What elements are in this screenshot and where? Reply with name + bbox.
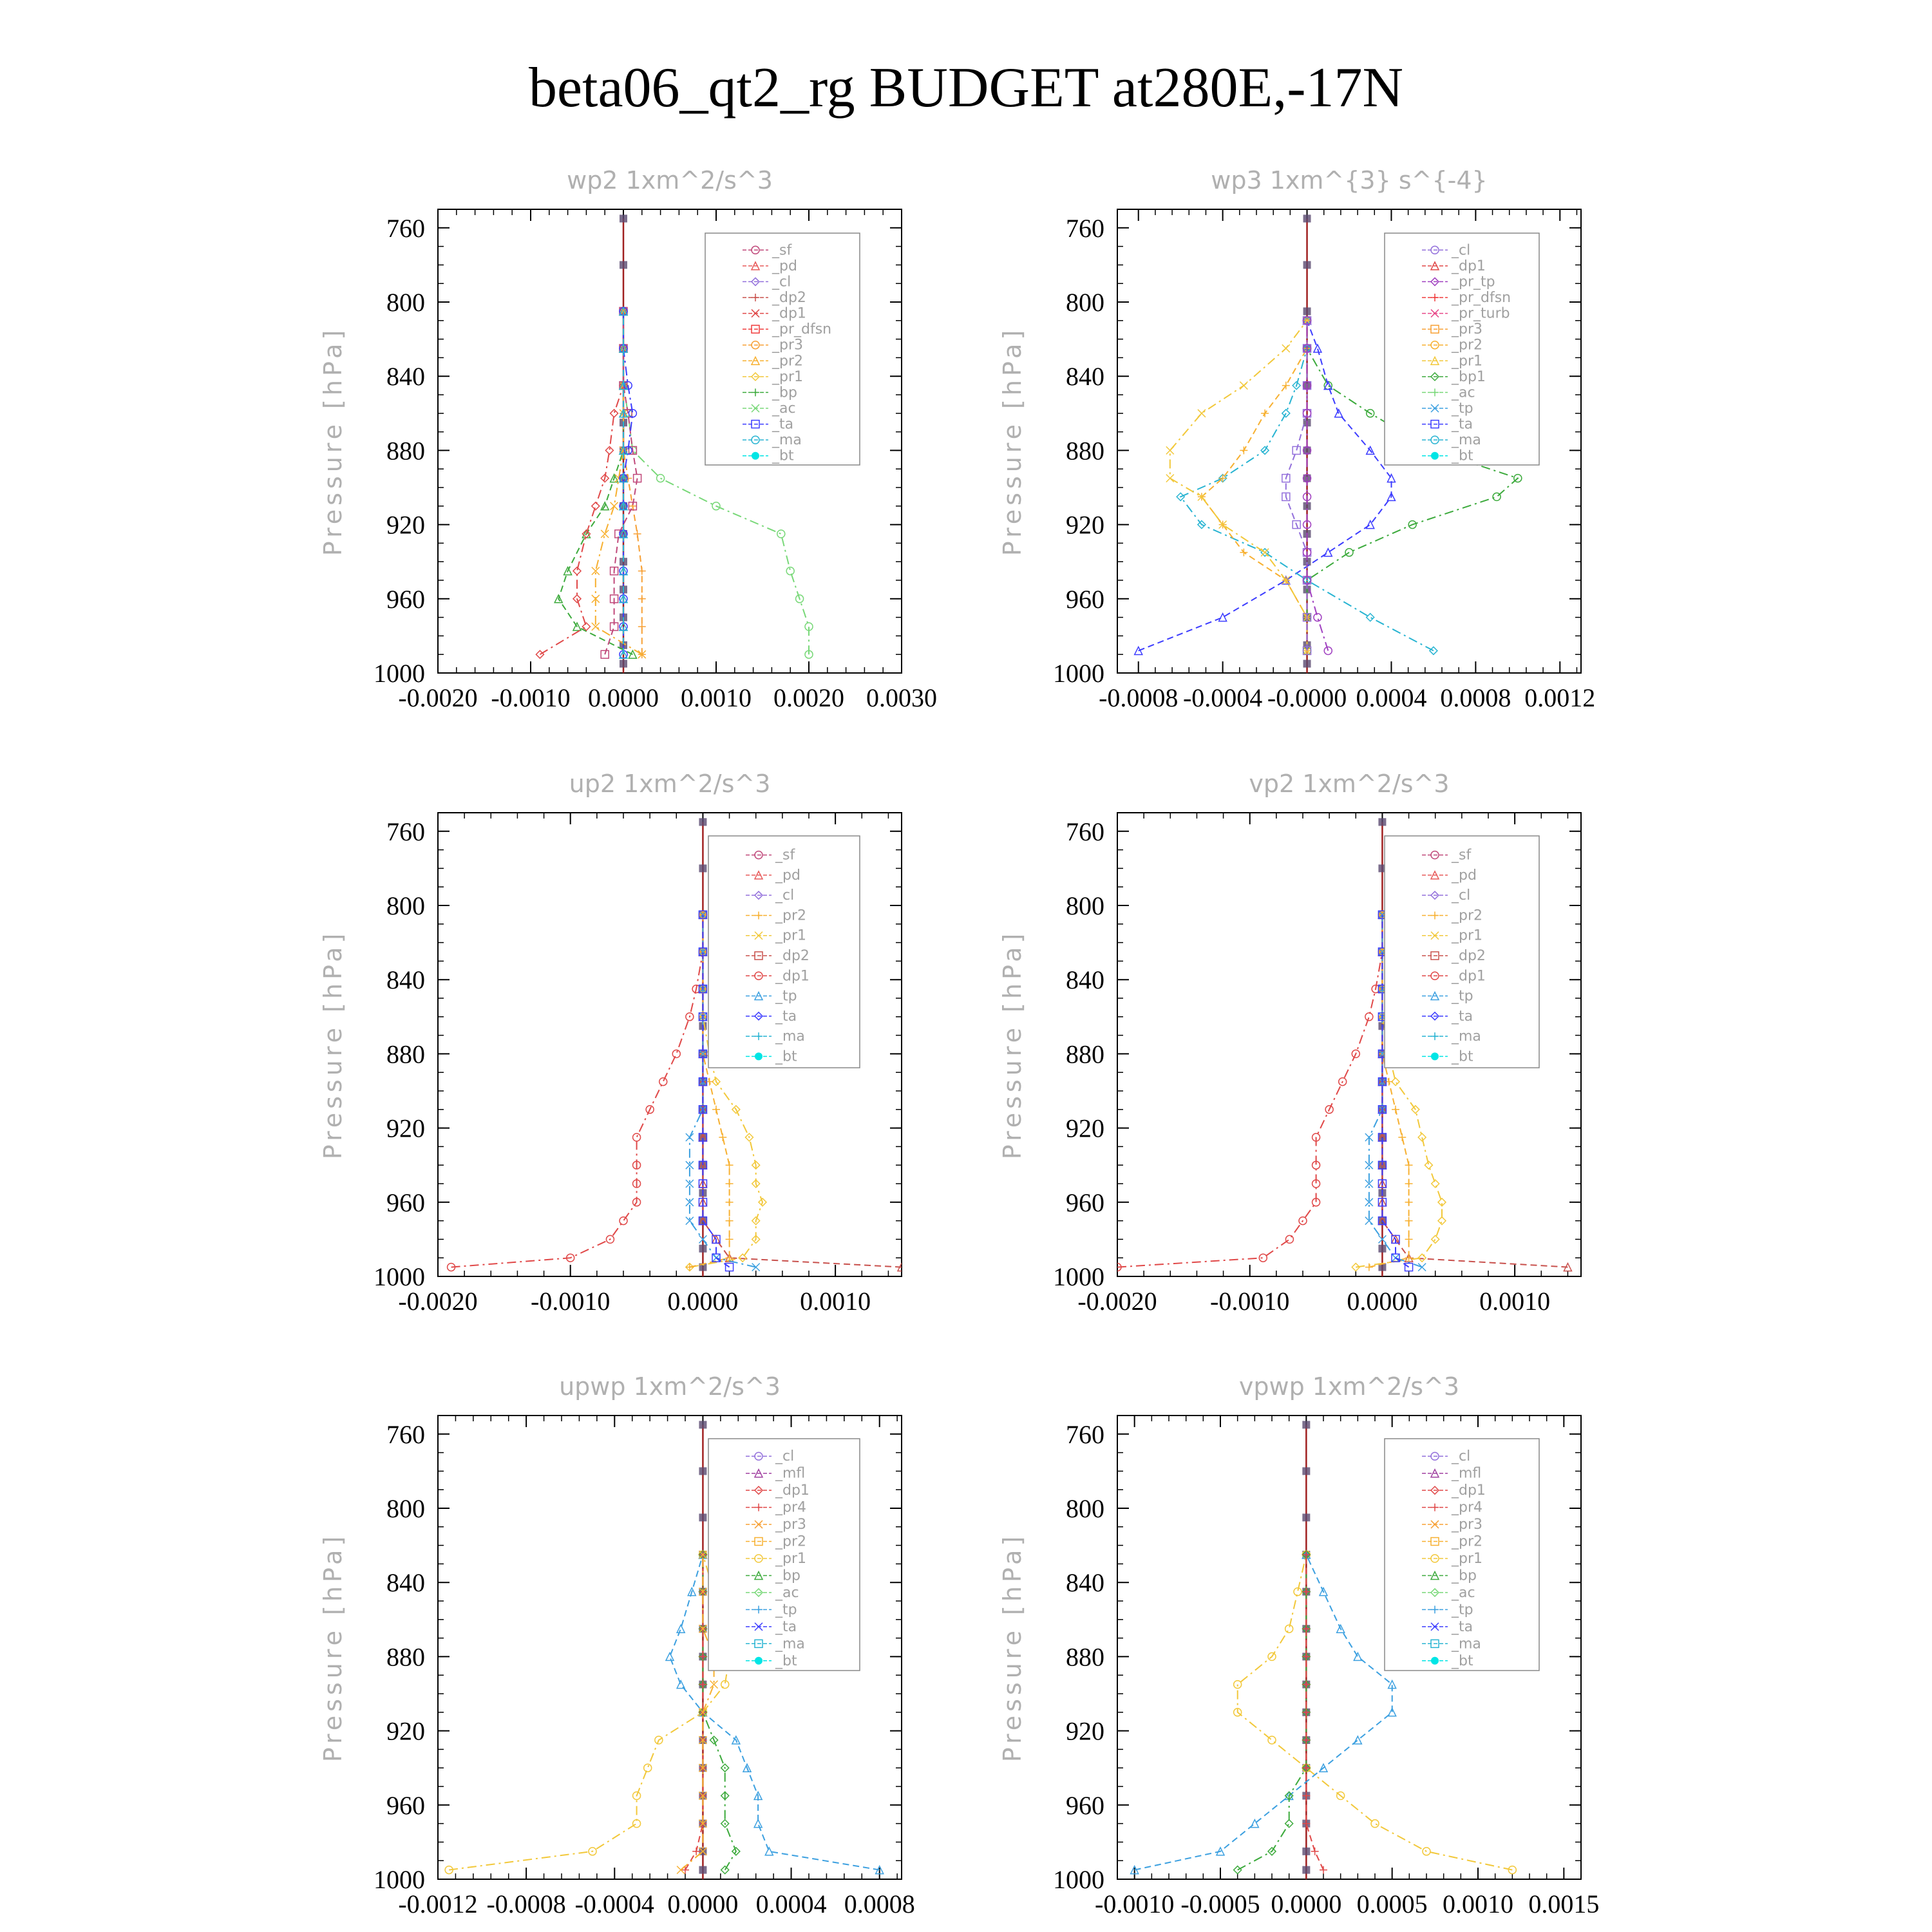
legend-label: _ma [775, 1028, 805, 1045]
data-point [777, 530, 785, 538]
data-point [1311, 1848, 1319, 1855]
data-point [672, 1050, 680, 1057]
data-point [638, 567, 646, 575]
zero-marker [1303, 214, 1311, 222]
y-tick-label: 920 [386, 1113, 425, 1143]
legend-label: _bt [1452, 1048, 1473, 1065]
data-point [1430, 647, 1437, 654]
y-axis-label: Pressure [hPa] [998, 1532, 1027, 1763]
legend-label: _dp1 [775, 1482, 810, 1499]
x-tick-label: 0.0005 [1356, 1889, 1428, 1918]
data-point [633, 1133, 641, 1141]
y-tick-label: 840 [386, 1568, 425, 1598]
legend-label: _pr4 [775, 1499, 807, 1516]
data-point [1405, 1217, 1413, 1225]
x-tick-label: -0.0020 [398, 1287, 478, 1316]
legend-label: _pr_dfsn [772, 321, 832, 338]
x-tick-label: -0.0000 [1267, 683, 1347, 712]
data-point [1166, 446, 1174, 454]
y-tick-label: 1000 [1053, 1262, 1104, 1291]
legend-label: _pd [772, 258, 797, 274]
y-tick-label: 920 [1066, 1716, 1104, 1746]
legend-label: _bt [775, 1048, 797, 1065]
zero-marker [699, 1513, 706, 1521]
data-point [1365, 1264, 1373, 1271]
zero-marker [620, 214, 627, 222]
y-tick-label: 760 [386, 817, 425, 846]
panel-title: upwp 1xm^2/s^3 [559, 1372, 781, 1401]
legend-label: _mfl [775, 1465, 806, 1482]
data-point [1432, 1235, 1439, 1243]
data-point [1367, 614, 1374, 621]
y-tick-label: 800 [386, 1494, 425, 1523]
data-point [659, 1078, 667, 1086]
legend-label: _cl [1452, 1448, 1471, 1465]
panel-title: vpwp 1xm^2/s^3 [1238, 1372, 1460, 1401]
data-point [719, 1133, 726, 1141]
data-point [638, 595, 646, 603]
legend-label: _bt [1452, 448, 1473, 464]
y-tick-label: 840 [386, 965, 425, 995]
legend-label: _pr_dfsn [1452, 290, 1511, 306]
legend-label: _cl [1452, 242, 1471, 259]
legend-label: _pr2 [1452, 337, 1483, 354]
series-line [1117, 914, 1382, 1267]
data-point [1285, 1235, 1293, 1243]
data-point [1324, 382, 1332, 390]
series-line [1307, 321, 1329, 651]
legend-label: _dp1 [1452, 258, 1486, 274]
legend-label: _pr2 [1452, 1533, 1483, 1550]
data-point [726, 1180, 734, 1188]
legend-label: _sf [772, 242, 792, 259]
legend-label: _pr1 [775, 927, 807, 944]
legend-label: _ac [772, 401, 796, 417]
data-point [592, 502, 600, 510]
legend-label: _ac [1452, 1584, 1475, 1601]
x-tick-label: 0.0030 [866, 683, 937, 712]
legend-marker [1431, 1052, 1439, 1060]
data-point [666, 1653, 674, 1660]
zero-marker [1303, 307, 1311, 315]
zero-marker [620, 660, 627, 668]
x-tick-label: -0.0008 [1099, 683, 1179, 712]
legend-label: _pr1 [772, 368, 804, 385]
legend-label: _dp1 [1452, 1482, 1486, 1499]
chart-panel [998, 1372, 1599, 1918]
x-tick-label: -0.0004 [574, 1889, 654, 1918]
legend-label: _tp [1452, 401, 1473, 417]
data-point [1405, 1235, 1413, 1243]
legend-label: _ta [1452, 416, 1473, 433]
zero-marker [620, 261, 627, 269]
legend-label: _ac [775, 1584, 799, 1601]
x-tick-label: 0.0000 [588, 683, 659, 712]
data-point [620, 1217, 627, 1225]
x-tick-label: -0.0010 [491, 683, 571, 712]
data-point [1293, 446, 1300, 454]
data-point [611, 410, 618, 417]
y-tick-label: 760 [1066, 213, 1104, 243]
zero-marker [1302, 1467, 1310, 1475]
x-tick-label: -0.0012 [398, 1889, 478, 1918]
legend-label: _pr2 [775, 907, 807, 924]
y-tick-label: 920 [386, 510, 425, 540]
x-tick-label: 0.0000 [1347, 1287, 1418, 1316]
legend-label: _sf [775, 847, 795, 864]
legend-label: _tp [775, 988, 797, 1005]
legend-label: _cl [775, 1448, 795, 1465]
legend-label: _ta [775, 1618, 797, 1635]
y-tick-label: 920 [1066, 510, 1104, 540]
y-tick-label: 880 [1066, 1039, 1104, 1069]
legend-label: _dp1 [772, 305, 806, 322]
legend-label: _pr2 [775, 1533, 807, 1550]
x-tick-label: 0.0004 [1356, 683, 1427, 712]
y-tick-label: 800 [386, 288, 425, 317]
data-point [726, 1198, 734, 1206]
legend-label: _dp1 [775, 968, 810, 985]
data-point [1324, 549, 1332, 556]
y-tick-label: 760 [1066, 817, 1104, 846]
data-point [1405, 1198, 1413, 1206]
data-point [726, 1235, 734, 1243]
x-tick-label: 0.0000 [667, 1889, 739, 1918]
x-tick-label: 0.0020 [773, 683, 844, 712]
x-tick-label: 0.0008 [844, 1889, 915, 1918]
data-point [677, 1625, 685, 1633]
legend-label: _pr_tp [1452, 274, 1495, 290]
y-tick-label: 960 [386, 584, 425, 614]
series-line [451, 914, 703, 1267]
data-point [605, 446, 613, 454]
zero-marker [699, 1467, 706, 1475]
legend-label: _tp [1452, 1602, 1473, 1618]
data-point [1425, 1161, 1432, 1169]
x-tick-label: -0.0010 [531, 1287, 611, 1316]
legend-label: _ta [772, 416, 794, 433]
legend-label: _pr3 [1452, 1517, 1483, 1533]
series-line [596, 311, 642, 654]
zero-marker [1303, 660, 1311, 668]
x-tick-label: 0.0000 [1271, 1889, 1342, 1918]
data-point [1320, 1866, 1327, 1874]
x-tick-label: -0.0005 [1180, 1889, 1260, 1918]
data-point [1240, 446, 1247, 454]
y-tick-label: 760 [1066, 1419, 1104, 1449]
legend-label: _pr1 [1452, 353, 1483, 370]
x-tick-label: -0.0020 [1077, 1287, 1157, 1316]
data-point [1324, 647, 1332, 654]
x-tick-label: 0.0010 [800, 1287, 871, 1316]
legend-label: _bp [1452, 1567, 1477, 1584]
x-tick-label: -0.0020 [398, 683, 478, 712]
series-line [1202, 321, 1307, 651]
data-point [786, 567, 794, 575]
legend-label: _pr4 [1452, 1499, 1483, 1516]
y-tick-label: 840 [1066, 1568, 1104, 1598]
legend-label: _dp2 [775, 948, 810, 964]
zero-marker [1302, 1513, 1310, 1521]
panel-title: wp2 1xm^2/s^3 [567, 166, 773, 194]
data-point [1240, 549, 1247, 556]
data-point [726, 1161, 734, 1169]
y-tick-label: 1000 [374, 1262, 425, 1291]
data-point [1234, 1681, 1242, 1689]
legend-label: _cl [772, 274, 791, 290]
data-point [1418, 1264, 1426, 1271]
zero-marker [699, 1421, 706, 1428]
y-tick-label: 840 [386, 362, 425, 392]
x-tick-label: 0.0004 [755, 1889, 827, 1918]
data-point [681, 1866, 689, 1874]
zero-marker [1302, 1421, 1310, 1428]
data-point [1392, 1078, 1399, 1086]
data-point [644, 1764, 652, 1772]
x-tick-label: -0.0010 [1095, 1889, 1175, 1918]
legend-label: _ta [1452, 1618, 1473, 1635]
x-tick-label: -0.0004 [1182, 683, 1263, 712]
x-tick-label: 0.0012 [1524, 683, 1596, 712]
data-point [1398, 1133, 1406, 1141]
chart-panel [319, 770, 905, 1316]
x-tick-label: 0.0008 [1440, 683, 1511, 712]
data-point [1166, 475, 1174, 482]
data-point [726, 1217, 734, 1225]
y-tick-label: 920 [386, 1716, 425, 1746]
y-tick-label: 960 [386, 1790, 425, 1820]
data-point [1314, 614, 1321, 621]
zero-marker [1302, 1866, 1310, 1874]
y-tick-label: 840 [1066, 965, 1104, 995]
y-tick-label: 760 [386, 213, 425, 243]
legend-label: _pr3 [1452, 321, 1483, 338]
legend-label: _tp [1452, 988, 1473, 1005]
legend-label: _cl [1452, 887, 1471, 904]
data-point [1261, 549, 1269, 556]
zero-marker [1378, 818, 1386, 826]
data-point [1365, 1013, 1373, 1021]
legend-label: _pr2 [772, 353, 804, 370]
data-point [1240, 382, 1247, 390]
zero-marker [699, 818, 706, 826]
y-tick-label: 800 [1066, 1494, 1104, 1523]
zero-marker [699, 1245, 706, 1253]
legend-label: _tp [775, 1602, 797, 1618]
legend-label: _ma [1452, 1636, 1481, 1653]
data-point [686, 1264, 694, 1271]
legend-label: _dp2 [1452, 948, 1486, 964]
data-point [1405, 1180, 1413, 1188]
legend-label: _bp [772, 384, 797, 401]
x-tick-label: -0.0008 [486, 1889, 566, 1918]
data-point [1405, 1161, 1413, 1169]
zero-marker [699, 1866, 706, 1874]
panel-title: wp3 1xm^{3} s^{-4} [1211, 166, 1488, 194]
y-tick-label: 880 [1066, 1642, 1104, 1672]
legend-label: _pr_turb [1452, 305, 1510, 322]
data-point [1282, 345, 1290, 352]
y-tick-label: 880 [386, 1039, 425, 1069]
y-tick-label: 960 [1066, 1188, 1104, 1217]
y-tick-label: 1000 [374, 1865, 425, 1894]
y-tick-label: 1000 [374, 659, 425, 688]
panel-title: vp2 1xm^2/s^3 [1249, 770, 1450, 798]
chart-panel [998, 166, 1595, 712]
data-point [601, 530, 609, 538]
x-tick-label: 0.0010 [681, 683, 752, 712]
data-point [1261, 410, 1269, 417]
legend-label: _ma [1452, 432, 1481, 449]
legend-marker [1431, 1657, 1439, 1665]
x-tick-label: 0.0000 [667, 1287, 739, 1316]
zero-marker [1303, 261, 1311, 269]
data-point [1268, 1736, 1276, 1744]
data-point [611, 502, 618, 510]
y-tick-label: 1000 [1053, 1865, 1104, 1894]
legend-label: _bp1 [1452, 368, 1486, 385]
series-line [1139, 321, 1392, 651]
zero-marker [1378, 1245, 1386, 1253]
x-tick-label: 0.0010 [1479, 1287, 1551, 1316]
legend-label: _bt [772, 448, 794, 464]
legend-label: _pr1 [1452, 927, 1483, 944]
y-tick-label: 880 [386, 1642, 425, 1672]
legend-label: _pd [775, 867, 800, 884]
y-axis-label: Pressure [hPa] [319, 929, 347, 1160]
chart-panel [998, 770, 1581, 1316]
panel-title: up2 1xm^2/s^3 [569, 770, 771, 798]
legend-label: _cl [775, 887, 795, 904]
data-point [1259, 1254, 1267, 1262]
data-point [1198, 410, 1206, 417]
y-tick-label: 800 [386, 891, 425, 920]
series-line [1286, 321, 1307, 651]
figure-title: beta06_qt2_rg BUDGET at280E,-17N [528, 57, 1404, 119]
legend-label: _bp [775, 1567, 800, 1584]
y-axis-label: Pressure [hPa] [998, 929, 1027, 1160]
chart-panel [319, 166, 937, 712]
legend-label: _pr2 [1452, 907, 1483, 924]
legend-label: _pr1 [775, 1551, 807, 1567]
y-tick-label: 1000 [1053, 659, 1104, 688]
zero-marker [1302, 1848, 1310, 1855]
y-tick-label: 840 [1066, 362, 1104, 392]
y-tick-label: 960 [386, 1188, 425, 1217]
data-point [1432, 1180, 1439, 1188]
x-tick-label: 0.0010 [1443, 1889, 1513, 1918]
legend-marker [752, 452, 759, 460]
y-axis-label: Pressure [hPa] [319, 326, 347, 556]
legend-marker [1431, 452, 1439, 460]
legend-label: _pr3 [772, 337, 804, 354]
y-tick-label: 960 [1066, 584, 1104, 614]
legend-label: _bt [1452, 1653, 1473, 1669]
y-axis-label: Pressure [hPa] [998, 326, 1027, 556]
y-tick-label: 800 [1066, 288, 1104, 317]
data-point [1234, 1866, 1242, 1874]
legend-label: _pr1 [1452, 1551, 1483, 1567]
data-point [712, 1106, 720, 1113]
x-tick-label: 0.0015 [1528, 1889, 1600, 1918]
legend-marker [755, 1657, 762, 1665]
legend-label: _bt [775, 1653, 797, 1669]
x-tick-label: -0.0010 [1210, 1287, 1290, 1316]
legend-label: _ac [1452, 384, 1475, 401]
legend-label: _ma [775, 1636, 805, 1653]
legend-label: _ta [1452, 1008, 1473, 1025]
data-point [1314, 345, 1321, 352]
y-tick-label: 800 [1066, 891, 1104, 920]
data-point [1493, 493, 1501, 500]
y-tick-label: 880 [386, 436, 425, 466]
data-point [573, 567, 581, 575]
legend-label: _ma [1452, 1028, 1481, 1045]
data-point [1392, 1106, 1399, 1113]
series-line [449, 1555, 730, 1870]
legend-label: _mfl [1452, 1465, 1482, 1482]
legend-label: _pr3 [775, 1517, 807, 1533]
data-point [686, 1133, 694, 1141]
data-point [1438, 1217, 1446, 1225]
y-tick-label: 880 [1066, 436, 1104, 466]
legend-label: _dp2 [772, 290, 806, 306]
legend-label: _ta [775, 1008, 797, 1025]
data-point [634, 530, 641, 538]
legend-label: _pd [1452, 867, 1477, 884]
data-point [1219, 614, 1227, 621]
data-point [1285, 1820, 1293, 1828]
legend-marker [755, 1052, 762, 1060]
y-tick-label: 760 [386, 1419, 425, 1449]
data-point [1371, 1820, 1379, 1828]
legend-label: _sf [1452, 847, 1472, 864]
zero-marker [699, 864, 706, 872]
y-tick-label: 920 [1066, 1113, 1104, 1143]
y-tick-label: 960 [1066, 1790, 1104, 1820]
chart-panel [319, 1372, 915, 1918]
series-line [1135, 1555, 1392, 1870]
legend-label: _dp1 [1452, 968, 1486, 985]
data-point [638, 623, 646, 630]
legend-label: _ma [772, 432, 802, 449]
y-axis-label: Pressure [hPa] [319, 1532, 347, 1763]
